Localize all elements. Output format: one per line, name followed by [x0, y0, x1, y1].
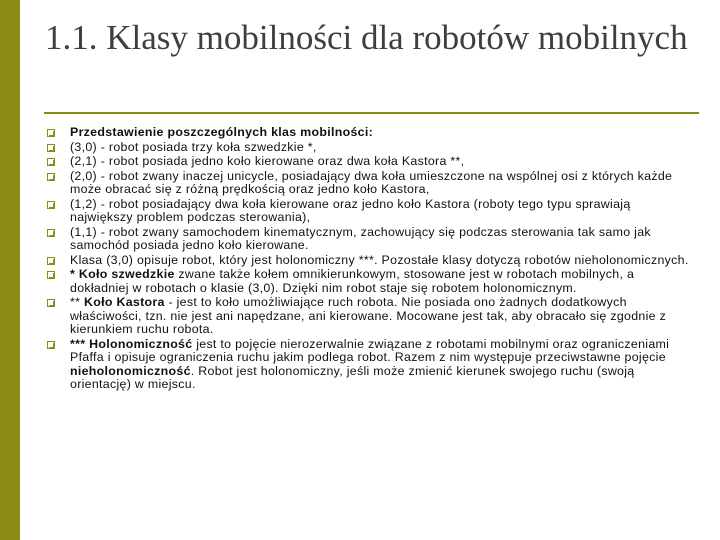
square-bullet-icon [47, 173, 55, 181]
list-item [45, 338, 695, 392]
item-text-end: . Robot jest holonomiczny, jeśli może zmienić kierunek swojego ruchu (swoją orientację) w miejscu. [70, 363, 635, 391]
list-item [45, 170, 695, 197]
item-bold: Koło Kastora [84, 295, 165, 309]
item-bold: *** Holonomiczność [70, 336, 193, 351]
square-bullet-icon [47, 229, 55, 237]
list-item [45, 155, 695, 169]
square-bullet-icon [47, 201, 55, 209]
item-bold: Przedstawienie poszczególnych klas mobilności: [70, 125, 373, 139]
item-text: zwane także kołem omnikierunkowym, stosowane jest w robotach mobilnych, a dokładniej w robotach o klasie (3,0). Dzięki nim robot staje się robotem holonomicznym. [70, 267, 635, 295]
item-bold-term: nieholonomiczność [70, 363, 191, 378]
square-bullet-icon [47, 271, 55, 279]
bullet-list [45, 126, 695, 393]
square-bullet-icon [47, 129, 55, 137]
square-bullet-icon [47, 144, 55, 152]
list-item [45, 254, 695, 268]
item-text: (2,1) - robot posiada jedno koło kierowane oraz dwa koła Kastora **, [70, 154, 465, 168]
item-bold: * Koło szwedzkie [70, 267, 175, 281]
item-text: (3,0) - robot posiada trzy koła szwedzkie *, [70, 139, 317, 154]
list-item [45, 296, 695, 337]
square-bullet-icon [47, 341, 55, 349]
square-bullet-icon [47, 158, 55, 166]
left-accent-bar [0, 0, 20, 540]
item-text: (1,2) - robot posiadający dwa koła kierowane oraz jedno koło Kastora (roboty tego typu sprawiają największy problem podczas sterowania), [70, 196, 631, 224]
title-divider [44, 112, 699, 114]
list-item [45, 141, 695, 155]
list-item [45, 198, 695, 225]
square-bullet-icon [47, 299, 55, 307]
item-text: jest to pojęcie nierozerwalnie związane z robotami mobilnymi oraz ograniczeniami Pfaffa i opisuje ograniczenia ruchu jakim podlega robot. Razem z nim występuje przeciwstawne pojęcie [70, 336, 670, 364]
slide-title: 1.1. Klasy mobilności dla robotów mobilnych [45, 18, 688, 57]
list-item [45, 226, 695, 253]
item-prefix: ** [70, 295, 84, 309]
item-text: (1,1) - robot zwany samochodem kinematycznym, zachowujący się podczas sterowania tak samo jak samochód posiada jedno koło kierowane. [70, 224, 651, 252]
list-item [45, 126, 695, 140]
square-bullet-icon [47, 257, 55, 265]
item-text: Klasa (3,0) opisuje robot, który jest holonomiczny ***. Pozostałe klasy dotyczą robotów nieholonomicznych. [70, 252, 689, 267]
list-item [45, 268, 695, 295]
item-text: - jest to koło umożliwiające ruch robota. Nie posiada ono żadnych dodatkowych właściwości, tzn. nie jest ani napędzane, ani kierowane. Mocowane jest tak, aby obracało się zgodnie z kierunkiem ruchu robota. [70, 295, 667, 336]
item-text: (2,0) - robot zwany inaczej unicycle, posiadający dwa koła umieszczone na wspólnej osi z których każde może obracać się z różną prędkością oraz jedno koło Kastora, [70, 168, 673, 196]
